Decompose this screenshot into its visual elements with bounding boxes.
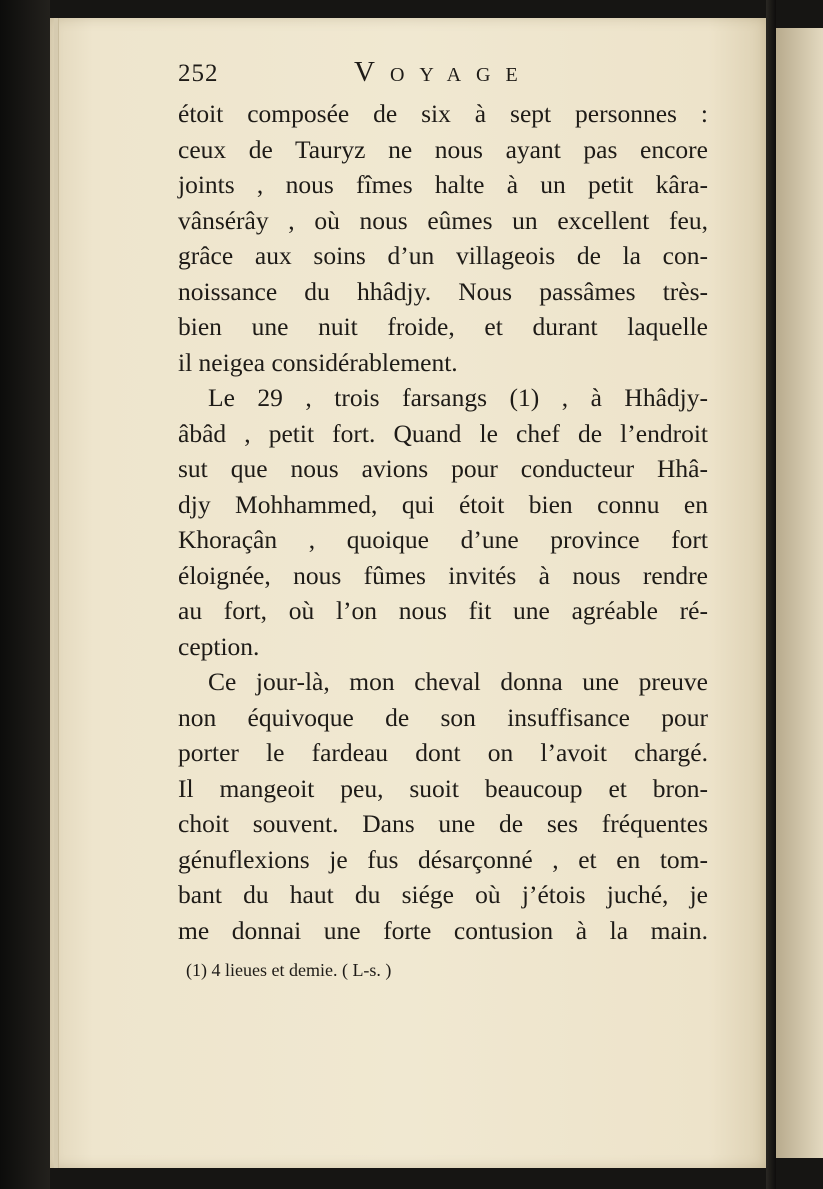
page-edge	[54, 18, 59, 1168]
page-number: 252	[178, 60, 219, 87]
text-line: grâce aux soins d’un villageois de la con-	[178, 241, 708, 270]
text-line: vânsérây , où nous eûmes un excellent feu,	[178, 205, 708, 235]
text-line: il neigea considérablement.	[178, 347, 458, 377]
book-gutter	[766, 0, 776, 1189]
text-line: non équivoque de son insuffisance pour	[178, 702, 708, 732]
text-line: choit souvent. Dans une de ses fréquentes	[178, 809, 708, 838]
text-line: Ce jour-là, mon cheval donna une preuve	[208, 667, 708, 696]
text-line: djy Mohhammed, qui étoit bien connu en	[178, 489, 708, 519]
page-text	[178, 56, 708, 982]
footnote: (1) 4 lieues et demie. ( L-s. )	[186, 960, 392, 980]
text-line: Le 29 , trois farsangs (1) , à Hhâdjy-	[208, 383, 708, 412]
text-line: âbâd , petit fort. Quand le chef de l’endroit	[178, 418, 708, 448]
text-line: ception.	[178, 631, 260, 661]
scan-background-left	[0, 0, 50, 1189]
running-title: Voyage	[354, 56, 533, 88]
facing-page-edge	[776, 28, 823, 1158]
text-line: porter le fardeau dont on l’avoit chargé.	[178, 738, 708, 767]
text-line: me donnai une forte contusion à la main.	[178, 915, 708, 945]
text-line: bien une nuit froide, et durant laquelle	[178, 312, 708, 341]
text-line: sut que nous avions pour conducteur Hhâ-	[178, 454, 708, 483]
text-line: Il mangeoit peu, suoit beaucoup et bron-	[178, 773, 708, 803]
text-line: joints , nous fîmes halte à un petit kâra-	[178, 170, 708, 199]
text-line: génuflexions je fus désarçonné , et en tom-	[178, 844, 708, 874]
text-line: étoit composée de six à sept personnes :	[178, 99, 708, 128]
page-header	[178, 56, 708, 96]
text-line: éloignée, nous fûmes invités à nous rendre	[178, 560, 708, 590]
text-line: bant du haut du siége où j’étois juché, je	[178, 880, 708, 909]
text-line: Khoraçân , quoique d’une province fort	[178, 525, 708, 554]
text-line: ceux de Tauryz ne nous ayant pas encore	[178, 134, 708, 164]
text-line: au fort, où l’on nous fit une agréable ré-	[178, 596, 708, 625]
body-text	[178, 96, 708, 948]
text-line: noissance du hhâdjy. Nous passâmes très-	[178, 276, 708, 306]
